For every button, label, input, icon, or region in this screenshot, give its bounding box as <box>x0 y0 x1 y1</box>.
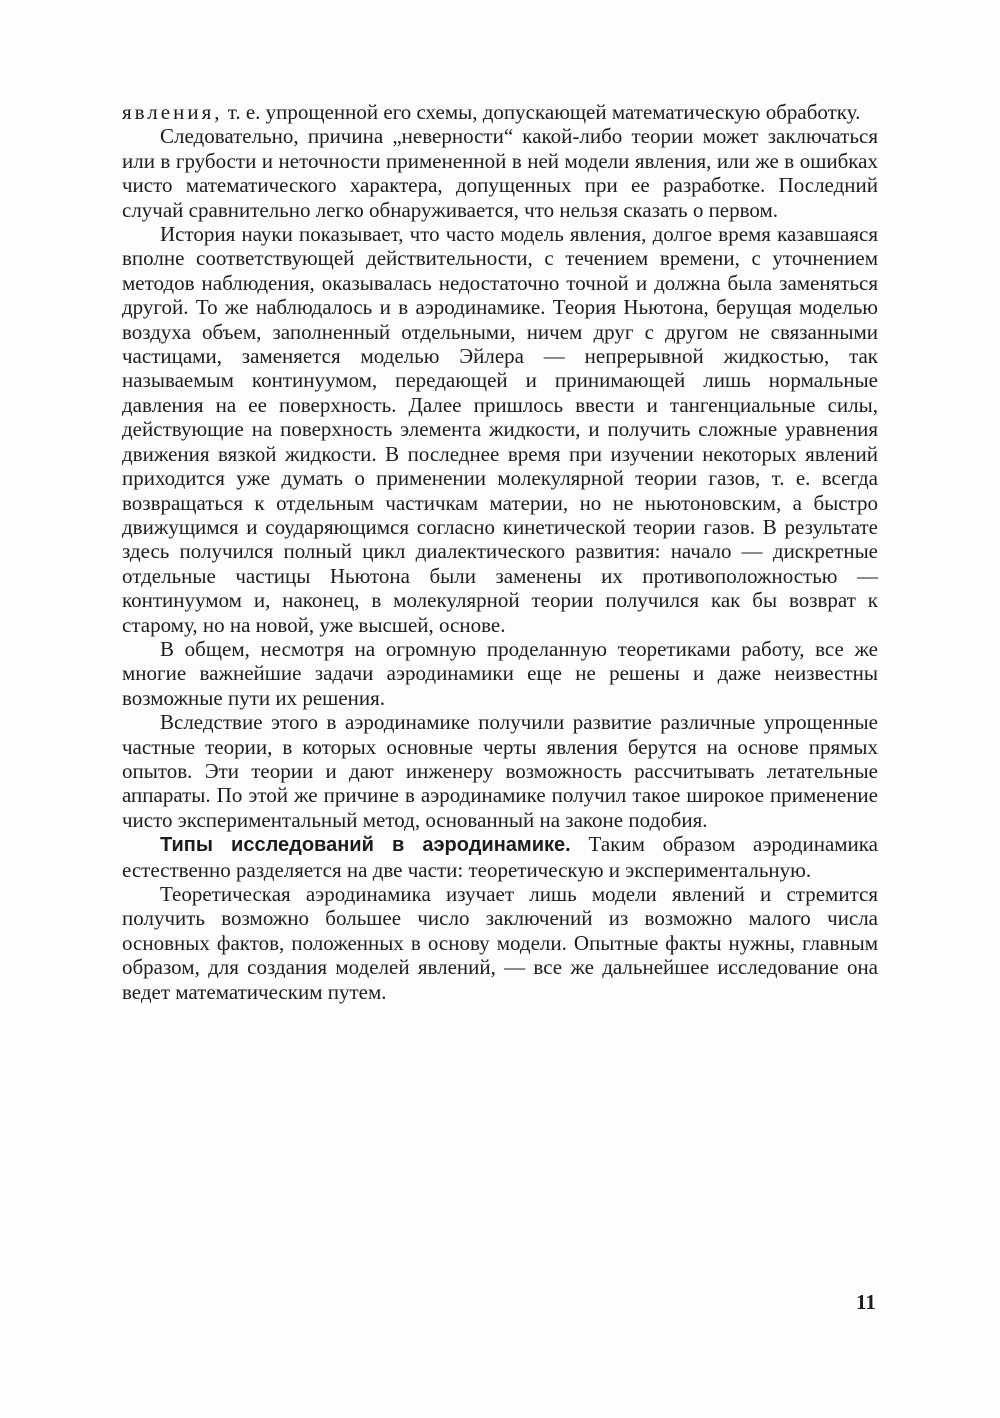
spaced-word: явления, <box>122 100 223 124</box>
paragraph: Следовательно, причина „неверности“ какой-либо теории может заключаться или в грубости и неточности примененной в ней модели явления, или же в ошибках чисто математического характера, допущенных при ее разработке. Последний случай сравнительно легко обнаруживается, что нельзя сказать о первом. <box>122 124 878 222</box>
body-text <box>122 100 878 1004</box>
paragraph-text: Таким образом аэродинамика естественно разделяется на две части: теоретическую и экспериментальную. <box>122 832 878 882</box>
paragraph: Теоретическая аэродинамика изучает лишь модели явлений и стремится получить возможно большее число заключений из возможно малого числа основных фактов, положенных в основу модели. Опытные факты нужны, главным образом, для создания моделей явлений, — все же дальнейшее исследование она ведет математическим путем. <box>122 882 878 1004</box>
paragraph-continuation <box>122 100 878 124</box>
paragraph: История науки показывает, что часто модель явления, долгое время казавшаяся вполне соответствующей действительности, с течением времени, с уточнением методов наблюдения, оказывалась недостаточно точной и должна была заменяться другой. То же наблюдалось и в аэродинамике. Теория Ньютона, берущая моделью воздуха объем, заполненный отдельными, ничем друг с другом не связанными частицами, заменяется моделью Эйлера — непрерывной жидкостью, так называемым континуумом, передающей и принимающей лишь нормальные давления на ее поверхность. Далее пришлось ввести и тангенциальные силы, действующие на поверхность элемента жидкости, и получить сложные уравнения движения вязкой жидкости. В последнее время при изучении некоторых явлений приходится уже думать о применении молекулярной теории газов, т. е. всегда возвращаться к отдельным частичкам материи, но не ньютоновским, а быстро движущимся и соударяющимся согласно кинетической теории газов. В результате здесь получился полный цикл диалектического развития: начало — дискретные отдельные частицы Ньютона были заменены их противоположностью — континуумом и, наконец, в молекулярной теории получился как бы возврат к старому, но на новой, уже высшей, основе. <box>122 222 878 637</box>
paragraph-text: т. е. упрощенной его схемы, допускающей математическую обработку. <box>222 100 861 124</box>
paragraph-with-heading <box>122 832 878 882</box>
paragraph: В общем, несмотря на огромную проделанную теоретиками работу, все же многие важнейшие задачи аэродинамики еще не решены и даже неизвестны возможные пути их решения. <box>122 636 878 710</box>
paragraph: Вследствие этого в аэродинамике получили развитие различные упрощенные частные теории, в которых основные черты явления берутся на основе прямых опытов. Эти теории и дают инженеру возможность рассчитывать летательные аппараты. По этой же причине в аэродинамике получил такое широкое применение чисто экспериментальный метод, основанный на законе подобия. <box>122 710 878 832</box>
section-heading: Типы исследований в аэродинамике. <box>160 834 571 857</box>
page-number: 11 <box>856 1290 876 1314</box>
